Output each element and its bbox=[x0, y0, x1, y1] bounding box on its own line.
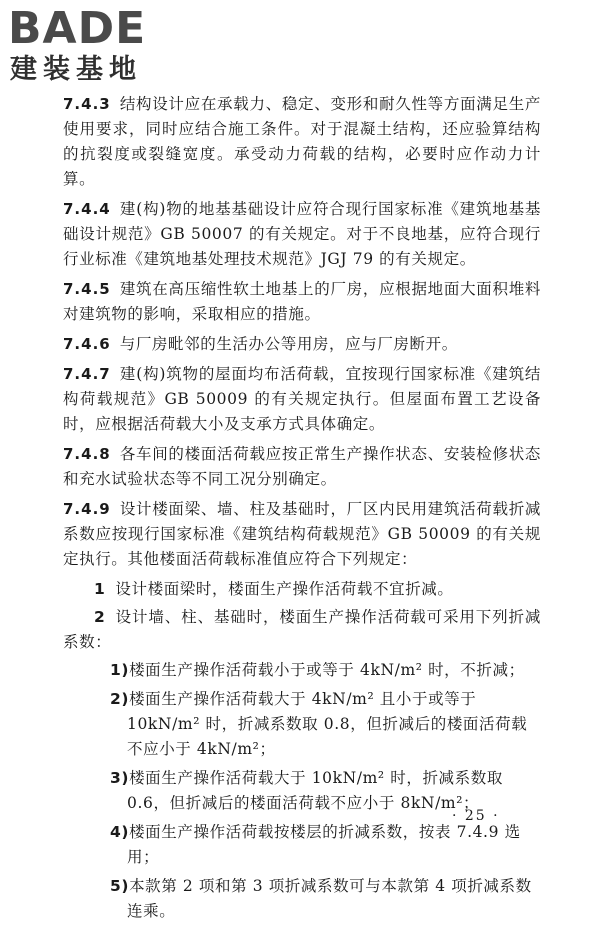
sub-item-2 bbox=[110, 687, 541, 762]
sub-item-number: 4) bbox=[110, 823, 130, 841]
sub-item-text: 楼面生产操作活荷载大于 4kN/m² 且小于或等于 10kN/m² 时，折减系数取 0.8，但折减后的楼面活荷载不应小于 4kN/m²； bbox=[127, 690, 528, 758]
item-text: 设计墙、柱、基础时，楼面生产操作活荷载可采用下列折减系数： bbox=[63, 608, 541, 651]
clause-text: 建筑在高压缩性软土地基上的厂房，应根据地面大面积堆料对建筑物的影响，采取相应的措施。 bbox=[63, 280, 541, 323]
sub-item-number: 3) bbox=[110, 769, 130, 787]
sub-item-4 bbox=[110, 820, 541, 870]
clause-number: 7.4.5 bbox=[63, 280, 111, 298]
sub-item-text: 楼面生产操作活荷载按楼层的折减系数，按表 7.4.9 选用； bbox=[127, 823, 521, 866]
clause-text: 设计楼面梁、墙、柱及基础时，厂区内民用建筑活荷载折减系数应按现行国家标准《建筑结构荷载规范》GB 50009 的有关规定执行。其他楼面活荷载标准值应符合下列规定： bbox=[63, 500, 541, 568]
sub-item-1 bbox=[110, 658, 541, 683]
sub-item-5 bbox=[110, 874, 541, 924]
clause-number: 7.4.4 bbox=[63, 200, 111, 218]
item-number: 2 bbox=[94, 608, 106, 626]
clause-text: 建(构)物的地基基础设计应符合现行国家标准《建筑地基基础设计规范》GB 50007 的有关规定。对于不良地基，应符合现行行业标准《建筑地基处理技术规范》JGJ 79 的有关规定。 bbox=[63, 200, 541, 268]
clause-7-4-3 bbox=[63, 92, 541, 192]
logo-chinese-name: 建装基地 bbox=[10, 54, 142, 85]
clause-number: 7.4.9 bbox=[63, 500, 111, 518]
clause-number: 7.4.6 bbox=[63, 335, 111, 353]
sub-item-text: 楼面生产操作活荷载小于或等于 4kN/m² 时，不折减； bbox=[129, 661, 525, 679]
item-number: 1 bbox=[94, 580, 106, 598]
item-text: 设计楼面梁时，楼面生产操作活荷载不宜折减。 bbox=[115, 580, 454, 598]
sub-item-number: 5) bbox=[110, 877, 130, 895]
clause-number: 7.4.8 bbox=[63, 445, 111, 463]
site-logo bbox=[8, 4, 176, 88]
sub-item-number: 2) bbox=[110, 690, 130, 708]
sub-item-text: 楼面生产操作活荷载大于 10kN/m² 时，折减系数取 0.6，但折减后的楼面活荷载不应小于 8kN/m²； bbox=[127, 769, 503, 812]
sub-item-text: 本款第 2 项和第 3 项折减系数可与本款第 4 项折减系数连乘。 bbox=[127, 877, 532, 920]
logo-wordmark: BADE bbox=[8, 3, 147, 54]
clause-text: 结构设计应在承载力、稳定、变形和耐久性等方面满足生产使用要求，同时应结合施工条件。对于混凝土结构，还应验算结构的抗裂度或裂缝宽度。承受动力荷载的结构，必要时应作动力计算。 bbox=[63, 95, 541, 188]
document-body bbox=[63, 92, 541, 928]
clause-text: 建(构)筑物的屋面均布活荷载，宜按现行国家标准《建筑结构荷载规范》GB 50009 的有关规定执行。但屋面布置工艺设备时，应根据活荷载大小及支承方式具体确定。 bbox=[63, 365, 541, 433]
page-number: · 25 · bbox=[452, 808, 500, 824]
clause-7-4-9 bbox=[63, 497, 541, 572]
clause-number: 7.4.3 bbox=[63, 95, 111, 113]
list-item-2 bbox=[63, 605, 541, 655]
list-item-1 bbox=[63, 577, 541, 602]
clause-7-4-6 bbox=[63, 332, 541, 357]
clause-text: 与厂房毗邻的生活办公等用房，应与厂房断开。 bbox=[119, 335, 458, 353]
clause-number: 7.4.7 bbox=[63, 365, 111, 383]
clause-text: 各车间的楼面活荷载应按正常生产操作状态、安装检修状态和充水试验状态等不同工况分别确定。 bbox=[63, 445, 541, 488]
clause-7-4-5 bbox=[63, 277, 541, 327]
clause-7-4-7 bbox=[63, 362, 541, 437]
clause-7-4-8 bbox=[63, 442, 541, 492]
clause-7-4-4 bbox=[63, 197, 541, 272]
sub-item-number: 1) bbox=[110, 661, 130, 679]
